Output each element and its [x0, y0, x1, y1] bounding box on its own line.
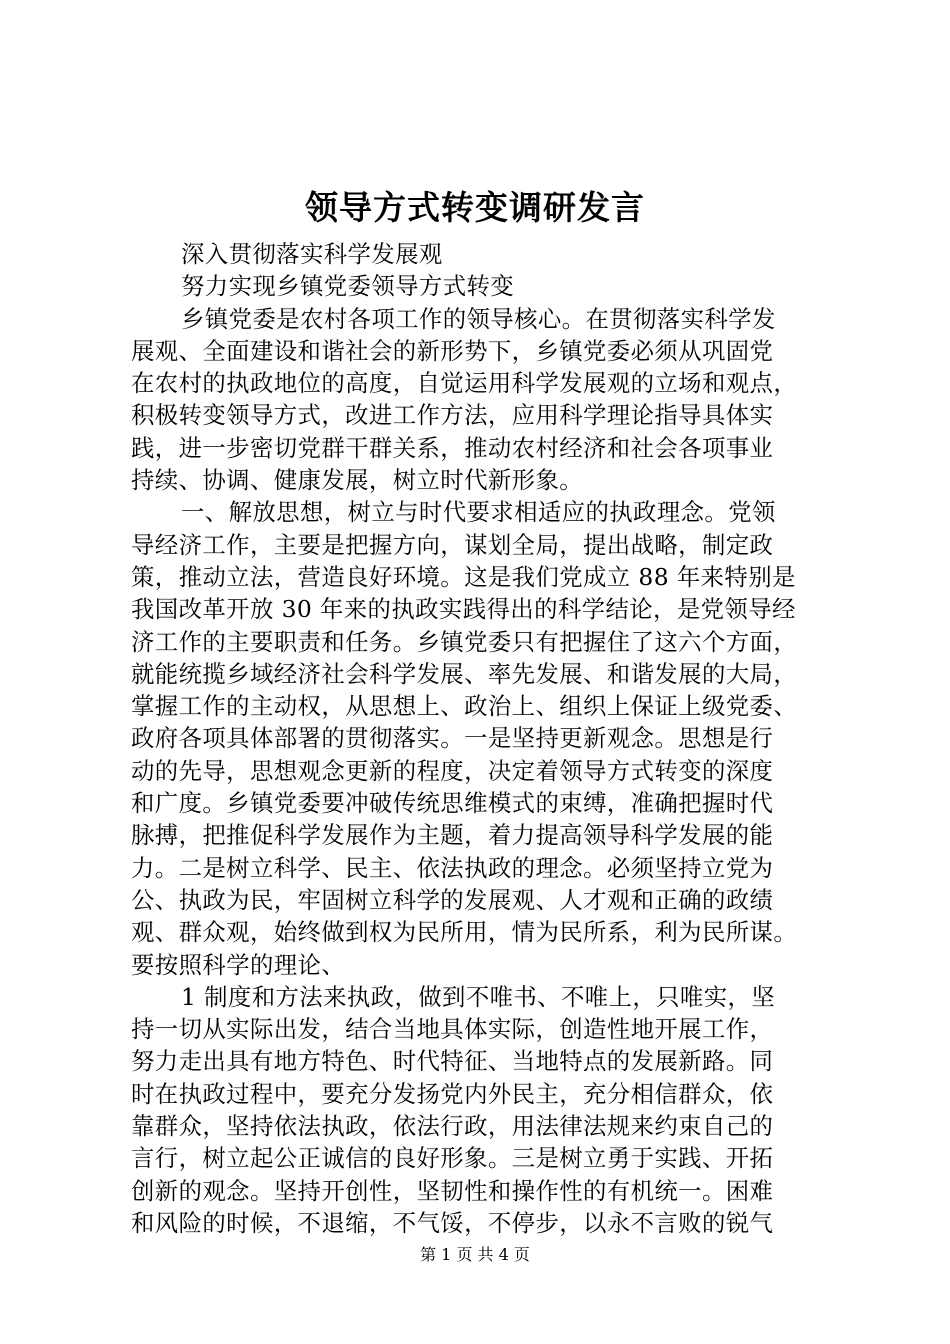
text-line: 展观、全面建设和谐社会的新形势下，乡镇党委必须从巩固党 — [131, 336, 774, 365]
text-line: 导经济工作，主要是把握方向，谋划全局，提出战略，制定政 — [131, 530, 774, 559]
text-line: 1 制度和方法来执政，做到不唯书、不唯上，只唯实，坚 — [181, 982, 776, 1011]
text-line: 政府各项具体部署的贯彻落实。一是坚持更新观念。思想是行 — [131, 724, 774, 753]
page-footer: 第 1 页 共 4 页 — [420, 1245, 530, 1264]
text-line: 要按照科学的理论、 — [131, 950, 346, 979]
text-line: 济工作的主要职责和任务。乡镇党委只有把握住了这六个方面， — [131, 627, 798, 656]
text-line: 一、解放思想，树立与时代要求相适应的执政理念。党领 — [181, 498, 776, 527]
text-line: 掌握工作的主动权，从思想上、政治上、组织上保证上级党委、 — [131, 692, 798, 721]
text-line: 在农村的执政地位的高度，自觉运用科学发展观的立场和观点， — [131, 369, 798, 398]
text-line: 努力走出具有地方特色、时代特征、当地特点的发展新路。同 — [131, 1047, 774, 1076]
text-line: 力。二是树立科学、民主、依法执政的理念。必须坚持立党为 — [131, 853, 774, 882]
document-title: 领导方式转变调研发言 — [305, 188, 645, 227]
text-line: 创新的观念。坚持开创性，坚韧性和操作性的有机统一。困难 — [131, 1176, 774, 1205]
text-line: 和广度。乡镇党委要冲破传统思维模式的束缚，准确把握时代 — [131, 789, 774, 818]
text-line: 和风险的时候，不退缩，不气馁，不停步，以永不言败的锐气 — [131, 1208, 774, 1237]
text-line: 脉搏，把推促科学发展作为主题，着力提高领导科学发展的能 — [131, 821, 774, 850]
text-line: 践，进一步密切党群干群关系，推动农村经济和社会各项事业 — [131, 433, 774, 462]
text-line: 时在执政过程中，要充分发扬党内外民主，充分相信群众，依 — [131, 1079, 774, 1108]
text-line: 持续、协调、健康发展，树立时代新形象。 — [131, 466, 584, 495]
text-line: 策，推动立法，营造良好环境。这是我们党成立 88 年来特别是 — [131, 562, 796, 591]
text-line: 深入贯彻落实科学发展观 — [181, 240, 443, 268]
text-line: 乡镇党委是农村各项工作的领导核心。在贯彻落实科学发 — [181, 304, 776, 333]
text-line: 靠群众，坚持依法执政，依法行政，用法律法规来约束自己的 — [131, 1112, 774, 1141]
text-line: 积极转变领导方式，改进工作方法，应用科学理论指导具体实 — [131, 401, 774, 430]
text-line: 努力实现乡镇党委领导方式转变 — [181, 272, 515, 301]
text-line: 公、执政为民，牢固树立科学的发展观、人才观和正确的政绩 — [131, 885, 774, 914]
text-line: 观、群众观，始终做到权为民所用，情为民所系，利为民所谋。 — [131, 918, 798, 947]
text-line: 持一切从实际出发，结合当地具体实际，创造性地开展工作， — [131, 1015, 774, 1044]
text-line: 我国改革开放 30 年来的执政实践得出的科学结论，是党领导经 — [131, 595, 796, 624]
text-line: 就能统揽乡域经济社会科学发展、率先发展、和谐发展的大局， — [131, 659, 798, 688]
text-line: 动的先导，思想观念更新的程度，决定着领导方式转变的深度 — [131, 756, 774, 785]
text-line: 言行，树立起公正诚信的良好形象。三是树立勇于实践、开拓 — [131, 1144, 774, 1173]
document-body — [131, 238, 853, 1239]
